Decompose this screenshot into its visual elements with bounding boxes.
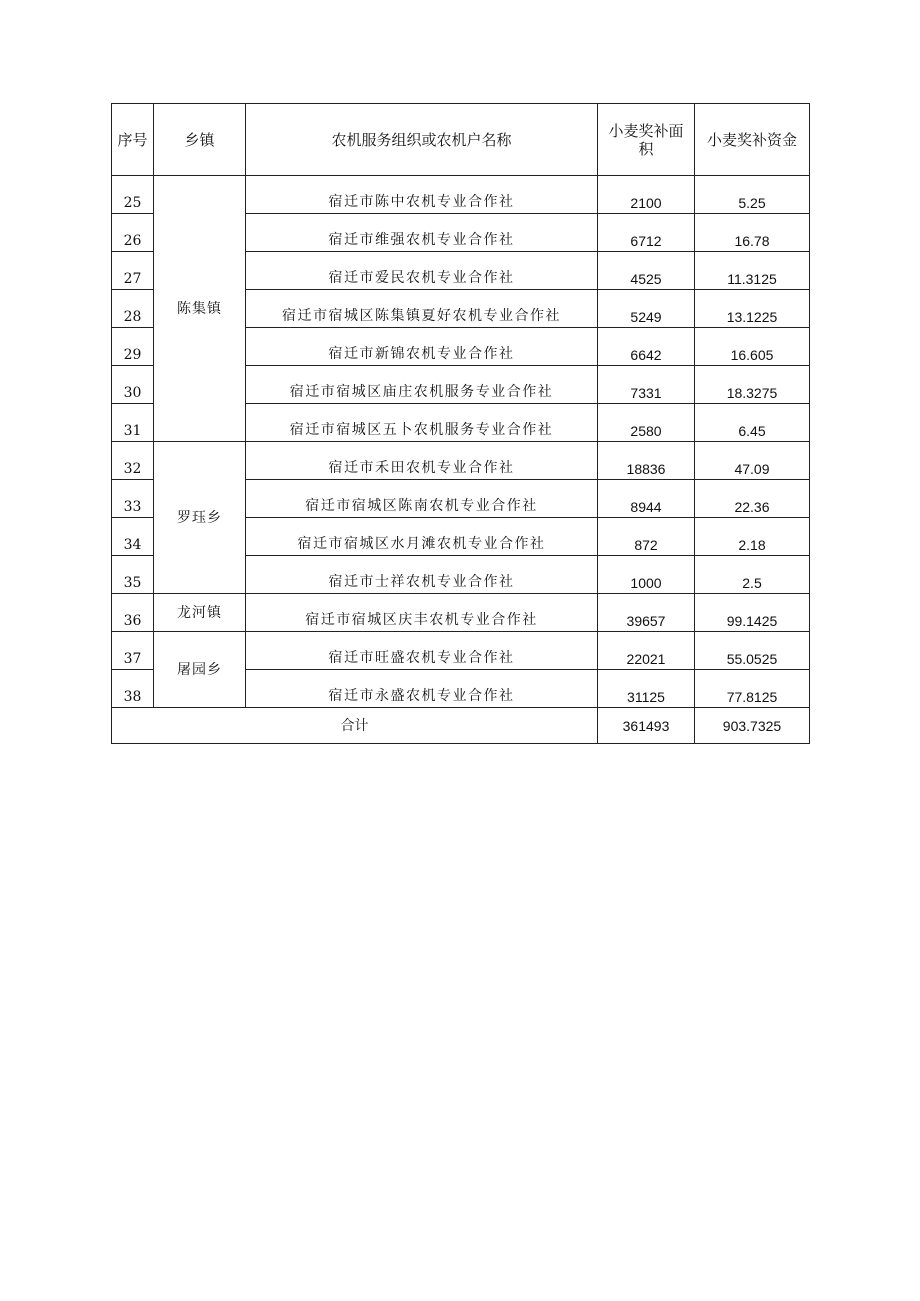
seq-cell: 28: [112, 290, 154, 328]
fund-cell: 55.0525: [695, 632, 810, 670]
seq-cell: 29: [112, 328, 154, 366]
org-name-cell: 宿迁市宿城区水月滩农机专业合作社: [246, 518, 598, 556]
org-name-cell: 宿迁市旺盛农机专业合作社: [246, 632, 598, 670]
seq-cell: 35: [112, 556, 154, 594]
subsidy-table: [111, 103, 810, 744]
area-cell: 1000: [598, 556, 695, 594]
org-name-cell: 宿迁市永盛农机专业合作社: [246, 670, 598, 708]
fund-cell: 13.1225: [695, 290, 810, 328]
town-cell: 龙河镇: [154, 594, 246, 632]
fund-cell: 99.1425: [695, 594, 810, 632]
seq-cell: 26: [112, 214, 154, 252]
org-name-cell: 宿迁市宿城区五卜农机服务专业合作社: [246, 404, 598, 442]
fund-cell: 16.605: [695, 328, 810, 366]
fund-cell: 2.18: [695, 518, 810, 556]
org-name-cell: 宿迁市新锦农机专业合作社: [246, 328, 598, 366]
seq-cell: 36: [112, 594, 154, 632]
town-cell: 屠园乡: [154, 632, 246, 708]
seq-cell: 34: [112, 518, 154, 556]
org-name-cell: 宿迁市士祥农机专业合作社: [246, 556, 598, 594]
total-fund: 903.7325: [695, 708, 810, 744]
area-cell: 39657: [598, 594, 695, 632]
fund-cell: 22.36: [695, 480, 810, 518]
fund-cell: 77.8125: [695, 670, 810, 708]
seq-cell: 31: [112, 404, 154, 442]
seq-cell: 33: [112, 480, 154, 518]
header-area-label: 小麦奖补面积: [608, 121, 684, 158]
seq-cell: 27: [112, 252, 154, 290]
area-cell: 6712: [598, 214, 695, 252]
area-cell: 7331: [598, 366, 695, 404]
area-cell: 5249: [598, 290, 695, 328]
total-row: [112, 708, 810, 744]
header-name: 农机服务组织或农机户名称: [246, 104, 598, 176]
fund-cell: 47.09: [695, 442, 810, 480]
fund-cell: 6.45: [695, 404, 810, 442]
table-row: [112, 594, 810, 632]
area-cell: 2100: [598, 176, 695, 214]
area-cell: 4525: [598, 252, 695, 290]
table-body: [112, 104, 810, 744]
seq-cell: 25: [112, 176, 154, 214]
seq-cell: 38: [112, 670, 154, 708]
org-name-cell: 宿迁市维强农机专业合作社: [246, 214, 598, 252]
area-cell: 18836: [598, 442, 695, 480]
fund-cell: 2.5: [695, 556, 810, 594]
org-name-cell: 宿迁市宿城区庆丰农机专业合作社: [246, 594, 598, 632]
table-row: [112, 632, 810, 670]
org-name-cell: 宿迁市宿城区庙庄农机服务专业合作社: [246, 366, 598, 404]
header-row: [112, 104, 810, 176]
table-row: [112, 176, 810, 214]
seq-cell: 32: [112, 442, 154, 480]
org-name-cell: 宿迁市禾田农机专业合作社: [246, 442, 598, 480]
area-cell: 31125: [598, 670, 695, 708]
total-area: 361493: [598, 708, 695, 744]
org-name-cell: 宿迁市陈中农机专业合作社: [246, 176, 598, 214]
area-cell: 872: [598, 518, 695, 556]
area-cell: 2580: [598, 404, 695, 442]
town-cell: 罗珏乡: [154, 442, 246, 594]
town-cell: 陈集镇: [154, 176, 246, 442]
org-name-cell: 宿迁市宿城区陈南农机专业合作社: [246, 480, 598, 518]
area-cell: 22021: [598, 632, 695, 670]
seq-cell: 37: [112, 632, 154, 670]
header-town: 乡镇: [154, 104, 246, 176]
area-cell: 8944: [598, 480, 695, 518]
fund-cell: 16.78: [695, 214, 810, 252]
org-name-cell: 宿迁市宿城区陈集镇夏好农机专业合作社: [246, 290, 598, 328]
org-name-cell: 宿迁市爱民农机专业合作社: [246, 252, 598, 290]
header-seq: 序号: [112, 104, 154, 176]
header-fund: 小麦奖补资金: [695, 104, 810, 176]
fund-cell: 5.25: [695, 176, 810, 214]
seq-cell: 30: [112, 366, 154, 404]
area-cell: 6642: [598, 328, 695, 366]
fund-cell: 18.3275: [695, 366, 810, 404]
header-area: [598, 104, 695, 176]
total-label: 合计: [112, 708, 598, 744]
table-row: [112, 442, 810, 480]
fund-cell: 11.3125: [695, 252, 810, 290]
